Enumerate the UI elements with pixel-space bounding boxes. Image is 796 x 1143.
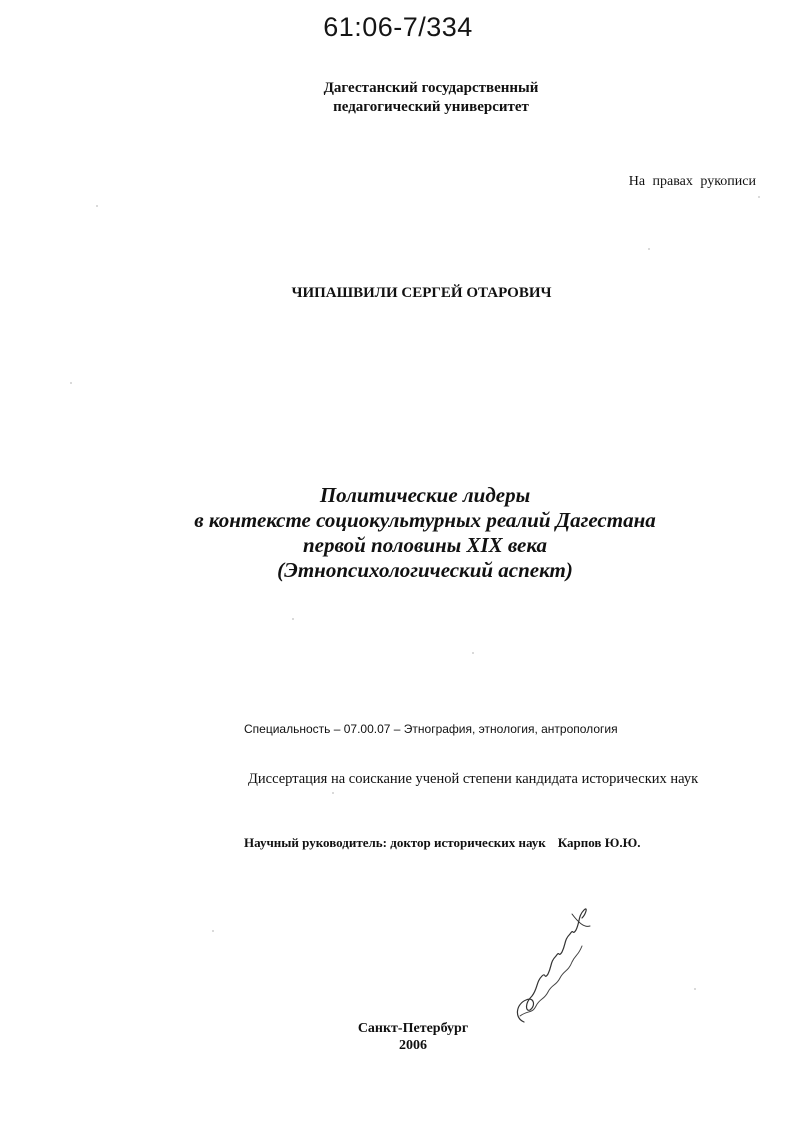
signature-mark bbox=[510, 900, 595, 1030]
scan-speck bbox=[472, 652, 474, 654]
place-year: 2006 bbox=[399, 1038, 427, 1053]
degree-line: Диссертация на соискание ученой степени кандидата исторических наук bbox=[248, 771, 699, 787]
place-and-year bbox=[0, 1020, 796, 1054]
scan-speck bbox=[212, 930, 214, 932]
scan-speck bbox=[332, 792, 334, 794]
supervisor-name: Карпов Ю.Ю. bbox=[557, 835, 641, 850]
title-line-2: в контексте социокультурных реалий Дагестана bbox=[194, 508, 656, 532]
supervisor-line bbox=[244, 835, 640, 851]
author-name: ЧИПАШВИЛИ СЕРГЕЙ ОТАРОВИЧ bbox=[291, 285, 552, 301]
title-line-1: Политические лидеры bbox=[319, 483, 531, 507]
scan-speck bbox=[292, 618, 294, 620]
scan-speck bbox=[758, 196, 760, 198]
scan-speck bbox=[70, 382, 72, 384]
specialty-line: Специальность – 07.00.07 – Этнография, этнология, антропология bbox=[244, 722, 618, 736]
dissertation-title bbox=[0, 483, 796, 583]
rights-note: На правах рукописи bbox=[628, 174, 756, 189]
title-line-3: первой половины XIX века bbox=[302, 533, 547, 557]
institution-line-2: педагогический университет bbox=[333, 99, 529, 115]
institution-line-1: Дагестанский государственный bbox=[323, 80, 539, 96]
institution-name bbox=[0, 79, 796, 117]
catalog-number: 61:06-7/334 bbox=[323, 12, 473, 42]
scan-speck bbox=[694, 988, 696, 990]
scan-speck bbox=[96, 205, 98, 207]
scan-speck bbox=[648, 248, 650, 250]
place-city: Санкт-Петербург bbox=[357, 1021, 469, 1036]
supervisor-label: Научный руководитель: доктор исторических наук bbox=[244, 835, 546, 850]
title-line-4: (Этнопсихологический аспект) bbox=[277, 558, 573, 582]
